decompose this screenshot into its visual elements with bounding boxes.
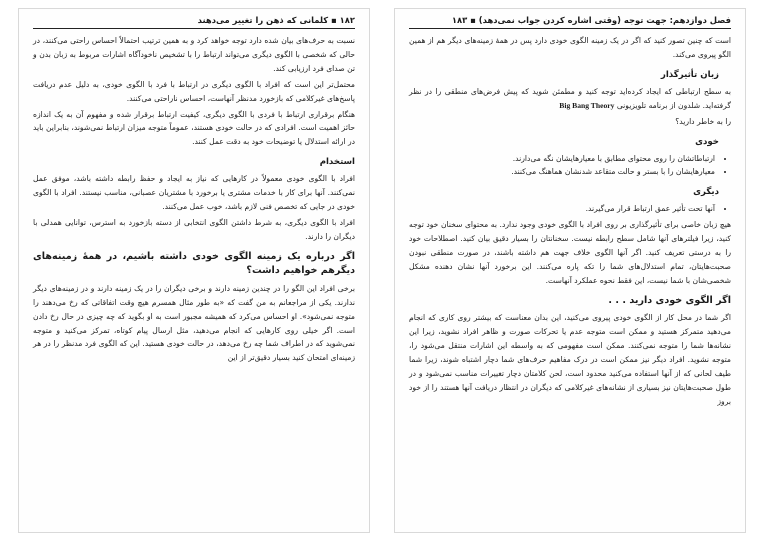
- left-page-header: ۱۸۲ ▪ کلمانی که ذهن را تغییر می‌دهند: [33, 15, 355, 29]
- paragraph-text: افراد با الگوی دیگری، به شرط داشتن الگوی انتخابی از دسته بازخورد به استرس، توانایی همدلی با دیگران را دارند.: [33, 217, 355, 241]
- right-page-body: [409, 34, 731, 409]
- bullet-list: [409, 202, 731, 216]
- paragraph-text: محتمل‌تر این است که افراد با الگوی دیگری در ارتباط با فرد با الگوی خودی، به دلیل عدم دریافت پاسخ‌های غیرکلامی که بازخورد مدنظر آنهاست، احساس ناراحتی می‌کنند.: [33, 79, 355, 103]
- left-page-body: [33, 34, 355, 365]
- section-heading: اگر درباره یک زمینه الگوی خودی داشته باشیم، در همهٔ زمینه‌های دیگرهم خواهیم داشت؟: [33, 250, 355, 277]
- bullet-list: [409, 152, 731, 180]
- paragraph: [33, 78, 355, 106]
- right-page-header: فصل دوازدهم: جهت توجه (وقتی اشاره کردن جواب نمی‌دهد) ▪ ۱۸۳: [409, 15, 731, 29]
- section-heading: استخدام: [319, 157, 355, 168]
- paragraph-text: به سطح ارتباطی که ایجاد کرده‌اید توجه کنید و مطمئن شوید که پیش فرض‌های منطقی را در نظر گرفته‌اید. شلدون از برنامه تلویزیونی: [409, 86, 731, 110]
- paragraph-text: نسبت به حرف‌های بیان شده دارد توجه خواهد کرد و به همین ترتیب احتمالاً احساس راحتی می‌کنند، در حالی که شخصی با الگوی دیگری می‌تواند ارتباط را با تشخیص ناخودآگاه اشارات مربوط به زبان بدن و تن صدای فرد ارزیابی کند.: [33, 36, 355, 73]
- latin-title: Big Bang Theory: [559, 100, 615, 110]
- section-heading: اگر الگوی خودی دارید . . .: [608, 294, 731, 306]
- paragraph: [33, 282, 355, 365]
- paragraph-text: هیچ زبان خاصی برای تأثیرگذاری بر روی افراد با الگوی خودی وجود ندارد. به محتوای سخنان خود توجه کنید، زیرا فیلترهای آنها شامل سطح رابطه نیست. سخنانتان را بسیار دقیق بیان کنید. اصطلاحات خود را به درستی تعریف کنید. اگر آنها الگوی خلاف جهت هم داشته باشند، در صورت منطقی نبودن صحبت‌هایتان، تمام استدلال‌های شما را تکه پاره می‌کنند. این برخورد آنها نشان دهنده مشکل شخصی‌شان با شما نیست، این فقط نحوه عملکرد آنهاست.: [409, 220, 731, 285]
- paragraph-text: هنگام برقراری ارتباط با فردی با الگوی دیگری، کیفیت ارتباط برقرار شده و مفهوم آن به یک اندازه حائز اهمیت است. افرادی که در حالت خودی هستند، عموماً متوجه میزان ارتباط نمی‌شوند، بنابراین باید در ارائه استدلال یا توضیحات خود به دقت عمل کنند.: [33, 109, 355, 147]
- section-heading: خودی: [695, 136, 719, 147]
- paragraph: [33, 216, 355, 244]
- paragraph: [409, 34, 731, 62]
- bullet-item: • معیارهایشان را با بستر و حالت متقاعد شدنشان هماهنگ می‌کنند.: [409, 165, 715, 179]
- paragraph: [409, 218, 731, 288]
- paragraph-text: است که چنین تصور کنید که اگر در یک زمینه الگوی خودی دارد پس در همهٔ زمینه‌های دیگر هم از همین الگو پیروی می‌کند.: [409, 36, 731, 59]
- paragraph-text: برخی افراد این الگو را در چندین زمینه دارند و برخی دیگران را در یک زمینه دارند و در زمینه‌های دیگر ندارند. یکی از مراجعانم به من گفت که «به طور مثال همسرم هیچ وقت اتفاقاتی که رخ می‌دهند را متوجه نمی‌شود». او احساس می‌کرد که همیشه مجبور است به او بگوید که چه چیزی در حال رخ دادن است. اگر خیلی روی کارهایی که انجام می‌دهید، مثل ارسال پیام کوتاه، تمرکز می‌کنید و متوجه نمی‌شوید که در اطراف شما چه رخ می‌دهد، در حالت خودی هستید. این که الگوی فرد مدنظر را در هر زمینه‌ای امتحان کنید بسیار دقیق‌تر از این: [33, 283, 355, 363]
- paragraph-text: را به خاطر دارید؟: [675, 116, 731, 126]
- right-book-page: [394, 8, 746, 533]
- bullet-item: • آنها تحت تأثیر عمق ارتباط قرار می‌گیرند.: [409, 202, 715, 216]
- paragraph-text: افراد با الگوی خودی معمولاً در کارهایی که نیاز به ایجاد و حفظ رابطه داشته باشد، موفق عمل نمی‌کنند. آنها برای کار با خدمات مشتری یا برخورد با مشتریان عصبانی، مناسب نیستند. افراد با الگوی خودی در جایی که تخصص فنی لازم باشد، خوب عمل می‌کنند.: [33, 174, 355, 212]
- paragraph: [409, 115, 731, 129]
- paragraph: [409, 311, 731, 408]
- paragraph-text: اگر شما در محل کار از الگوی خودی پیروی می‌کنید، این بدان معناست که بیشتر روی کاری که انجام می‌دهید متمرکز هستید و ممکن است متوجه عدم یا تحرکات صورت و ظاهر افراد نشوید، زیرا این نشانه‌ها شما را متوجه نمی‌کنند. ممکن است مفهومی که به واسطه این اشارات منتقل می‌شود را، متوجه نشوید. افراد دیگر نیز ممکن است در درک مفاهیم حرف‌های شما دچار اشتباه شوند، زیرا شما طیف لحانی که از آنها استفاده می‌کنید محدود است، لحن کلامتان دچار تغییرات مناسب نمی‌شود و در طول صحبت‌هایتان نیز بسیاری از نشانه‌های غیرکلامی که دیگران در انتظار دریافت آنها هستند را از خود بروز: [409, 313, 731, 406]
- paragraph: [33, 108, 355, 150]
- section-heading: دیگری: [693, 187, 719, 198]
- section-heading: زبان تأثیرگذار: [660, 69, 719, 80]
- paragraph: [409, 85, 731, 113]
- bullet-item: • ارتباطاتشان را روی محتوای مطابق با معیارهایشان نگه می‌دارند.: [409, 152, 715, 166]
- left-book-page: [18, 8, 370, 533]
- paragraph: [33, 34, 355, 76]
- paragraph: [33, 172, 355, 214]
